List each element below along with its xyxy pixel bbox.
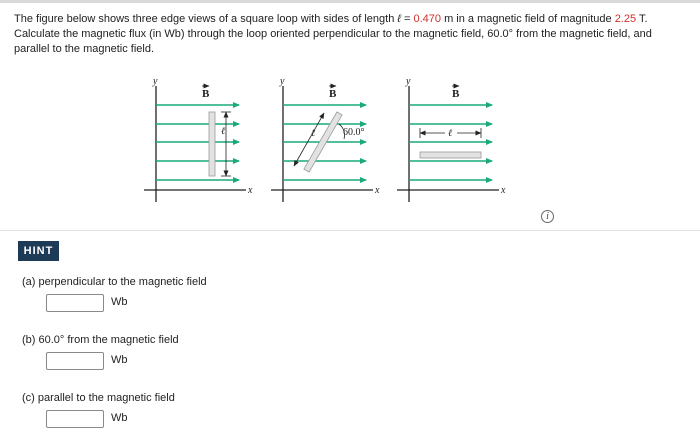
angle-label: 60.0° [343, 127, 365, 138]
part-a-label: (a) perpendicular to the magnetic field [22, 276, 207, 288]
x-axis-label: x [375, 185, 380, 196]
ell-symbol: ℓ [397, 13, 401, 25]
part-b-answer-input[interactable] [46, 352, 104, 370]
x-axis-label: x [248, 185, 253, 196]
part-b-label: (b) 60.0° from the magnetic field [22, 334, 179, 346]
field-value: 2.25 [614, 13, 637, 25]
panel-sixty-degrees [271, 76, 380, 202]
b-field-label: B [452, 88, 460, 100]
part-b-unit: Wb [111, 354, 128, 366]
b-field-label: B [329, 88, 337, 100]
edge-views-figure [140, 74, 520, 214]
x-axis-label: x [501, 185, 506, 196]
loop-edge [209, 112, 215, 176]
part-c-unit: Wb [111, 412, 128, 424]
panel-parallel [397, 76, 506, 202]
part-c-answer-input[interactable] [46, 410, 104, 428]
y-axis-label: y [280, 76, 285, 87]
problem-text-2: = [400, 13, 414, 25]
y-axis-label: y [153, 76, 158, 87]
top-border [0, 0, 700, 3]
problem-text-1: The figure below shows three edge views of a square loop with sides of length [14, 13, 398, 25]
length-label: ℓ [311, 128, 316, 139]
problem-statement [14, 12, 690, 57]
hint-button[interactable]: HINT [18, 241, 59, 261]
part-a-answer-input[interactable] [46, 294, 104, 312]
problem-text-4: T. Calculate the magnetic flux (in Wb) through the loop oriented perpendicular to the magnetic field, 60.0° from the magnetic field, and parallel to the magnetic field. [14, 13, 652, 55]
length-value: 0.470 [413, 13, 442, 25]
panel-perpendicular [144, 76, 253, 202]
part-a-unit: Wb [111, 296, 128, 308]
length-label: ℓ [448, 128, 453, 139]
y-axis-label: y [406, 76, 411, 87]
info-icon[interactable]: i [541, 210, 554, 223]
problem-text-3: m in a magnetic field of magnitude [441, 13, 615, 25]
b-field-label: B [202, 88, 210, 100]
length-label: ℓ [221, 126, 226, 137]
part-c-label: (c) parallel to the magnetic field [22, 392, 175, 404]
divider [0, 230, 700, 231]
loop-edge-flat [420, 152, 481, 158]
